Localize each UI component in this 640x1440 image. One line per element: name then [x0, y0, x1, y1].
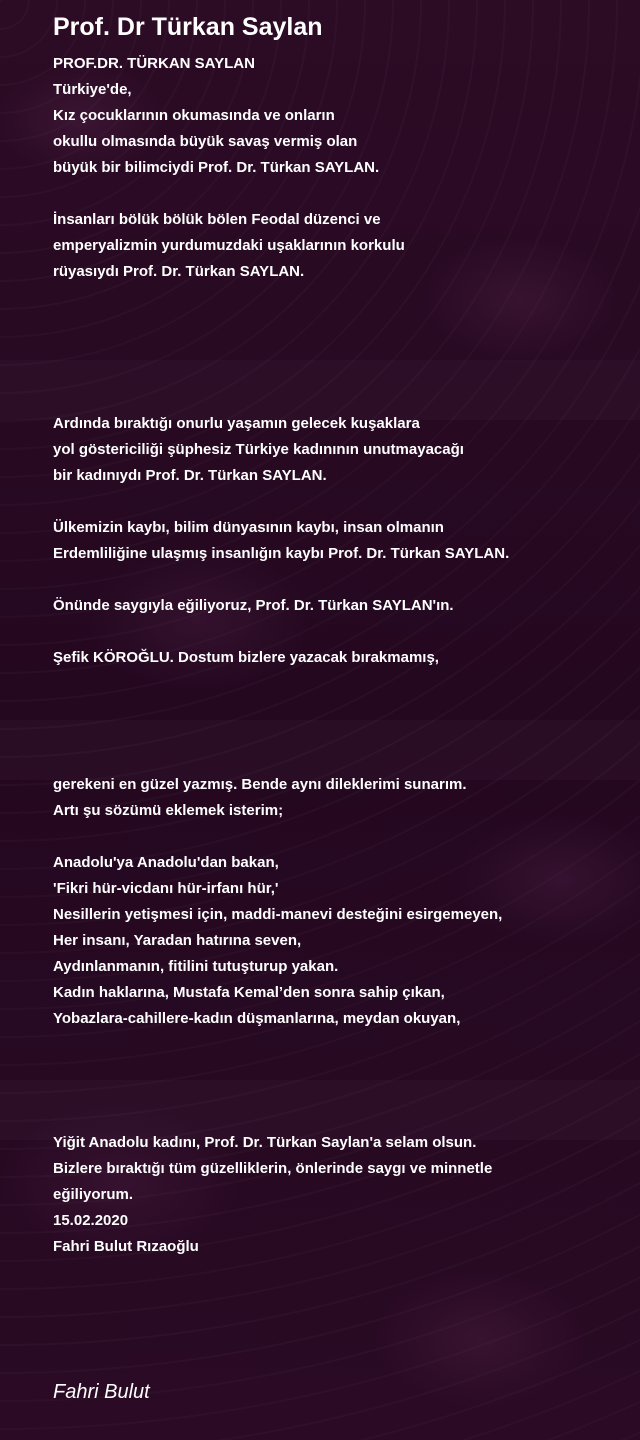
background-band [0, 1080, 640, 1140]
poem-line: İnsanları bölük bölük bölen Feodal düzenci ve [53, 211, 381, 228]
poem-line: Ardında bıraktığı onurlu yaşamın gelecek kuşaklara [53, 415, 420, 432]
poem-title: Prof. Dr Türkan Saylan [53, 13, 323, 41]
poem-line: Anadolu'ya Anadolu'dan bakan, [53, 854, 279, 871]
poem-line: Türkiye'de, [53, 81, 132, 98]
poem-line: gerekeni en güzel yazmış. Bende aynı dileklerimi sunarım. [53, 776, 467, 793]
poem-line: bir kadınıydı Prof. Dr. Türkan SAYLAN. [53, 467, 327, 484]
background-band [0, 360, 640, 420]
poem-line: Yiğit Anadolu kadını, Prof. Dr. Türkan Saylan'a selam olsun. [53, 1134, 477, 1151]
poem-line: 15.02.2020 [53, 1212, 129, 1229]
poem-line: eğiliyorum. [53, 1186, 134, 1203]
poem-line: emperyalizmin yurdumuzdaki uşaklarının korkulu [53, 237, 405, 254]
poem-line: Aydınlanmanın, fitilini tutuşturup yakan. [53, 958, 339, 975]
poem-line: rüyasıydı Prof. Dr. Türkan SAYLAN. [53, 263, 305, 280]
poem-line: Kadın haklarına, Mustafa Kemal’den sonra sahip çıkan, [53, 984, 445, 1001]
poem-line: Önünde saygıyla eğiliyoruz, Prof. Dr. Türkan SAYLAN'ın. [53, 597, 454, 614]
poem-line: büyük bir bilimciydi Prof. Dr. Türkan SAYLAN. [53, 159, 380, 176]
background-band [0, 720, 640, 780]
poem-line: Erdemliliğine ulaşmış insanlığın kaybı Prof. Dr. Türkan SAYLAN. [53, 545, 510, 562]
author-signature: Fahri Bulut [53, 1381, 150, 1403]
poem-line: Nesillerin yetişmesi için, maddi-manevi desteğini esirgemeyen, [53, 906, 503, 923]
poem-line: 'Fikri hür-vicdanı hür-irfanı hür,' [53, 880, 279, 897]
poem-line: Artı şu sözümü eklemek isterim; [53, 802, 284, 819]
poem-line: yol göstericiliği şüphesiz Türkiye kadınının unutmayacağı [53, 441, 464, 458]
poem-line: Yobazlara-cahillere-kadın düşmanlarına, meydan okuyan, [53, 1010, 461, 1027]
poem-line: Ülkemizin kaybı, bilim dünyasının kaybı, insan olmanın [53, 519, 444, 536]
poem-line: okullu olmasında büyük savaş vermiş olan [53, 133, 358, 150]
poem-line: Şefik KÖROĞLU. Dostum bizlere yazacak bırakmamış, [53, 649, 439, 666]
poem-line: Kız çocuklarının okumasında ve onların [53, 107, 335, 124]
poem-line: Her insanı, Yaradan hatırına seven, [53, 932, 302, 949]
poem-line: Fahri Bulut Rızaoğlu [53, 1238, 199, 1255]
poem-line: Bizlere bıraktığı tüm güzelliklerin, önlerinde saygı ve minnetle [53, 1160, 493, 1177]
poem-line: PROF.DR. TÜRKAN SAYLAN [53, 55, 255, 72]
